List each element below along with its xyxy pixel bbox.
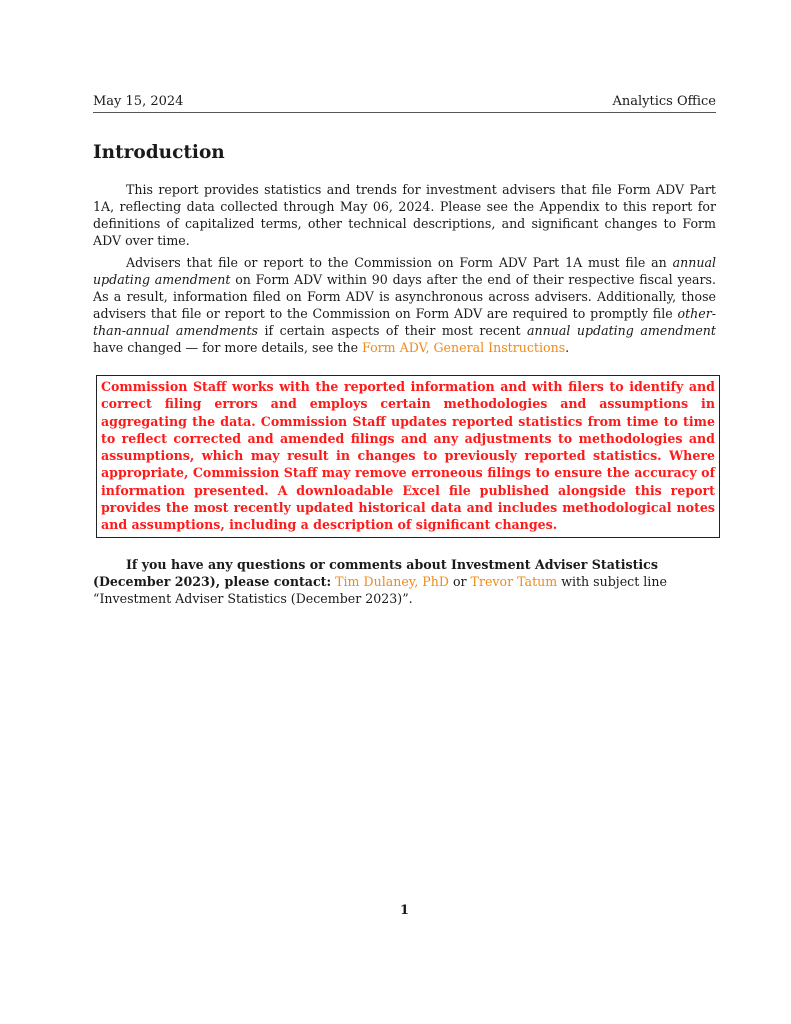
contact-paragraph xyxy=(93,556,716,607)
contact-link-tim-dulaney[interactable]: Tim Dulaney, PhD xyxy=(335,574,449,589)
para2-text-4: have changed — for more details, see the xyxy=(93,340,363,355)
amendment-paragraph xyxy=(93,254,716,356)
running-header xyxy=(93,94,716,113)
page-number: 1 xyxy=(399,903,410,918)
contact-tail: with subject line “Investment Adviser Statistics (December 2023)”. xyxy=(93,574,667,606)
header-date: May 15, 2024 xyxy=(93,94,184,109)
para2-text-5: . xyxy=(565,340,570,355)
form-adv-instructions-link[interactable]: Form ADV, General Instructions xyxy=(362,340,566,355)
para2-text-1: Advisers that file or report to the Commission on Form ADV Part 1A must file an xyxy=(126,255,673,270)
para2-emphasis-2: other-than-annual amendments xyxy=(93,306,716,338)
header-office: Analytics Office xyxy=(612,94,716,109)
staff-notice-box: Commission Staff works with the reported information and with filers to identify and correct filing errors and employs certain methodologies and assumptions in aggregating the data. Commission Staff updates reported statistics from time to time to reflect corrected and amended filings and any adjustments to methodologies and assumptions, which may result in changes to previously reported statistics. Where appropriate, Commission Staff may remove erroneous filings to ensure the accuracy of information presented. A downloadable Excel file published alongside this report provides the most recently updated historical data and includes methodological notes and assumptions, including a description of significant changes. xyxy=(96,375,720,538)
contact-lead: If you have any questions or comments about Investment Adviser Statistics (December 2023), please contact: xyxy=(93,557,658,589)
intro-paragraph: This report provides statistics and trends for investment advisers that file Form ADV Part 1A, reflecting data collected through May 06, 2024. Please see the Appendix to this report for definitions of capitalized terms, other technical descriptions, and significant changes to Form ADV over time. xyxy=(93,182,716,248)
para2-text-3: if certain aspects of their most recent xyxy=(258,323,527,338)
contact-link-trevor-tatum[interactable]: Trevor Tatum xyxy=(470,574,558,589)
para2-emphasis-1: annual updating amendment xyxy=(93,255,716,287)
section-title: Introduction xyxy=(93,142,225,163)
para2-text-2: on Form ADV within 90 days after the end of their respective fiscal years. As a result, information filed on Form ADV is asynchronous across advisers. Additionally, those advisers that file or report to the Commission on Form ADV are required to promptly file xyxy=(93,272,717,321)
contact-or: or xyxy=(448,574,471,589)
para2-emphasis-3: annual updating amendment xyxy=(526,323,716,338)
